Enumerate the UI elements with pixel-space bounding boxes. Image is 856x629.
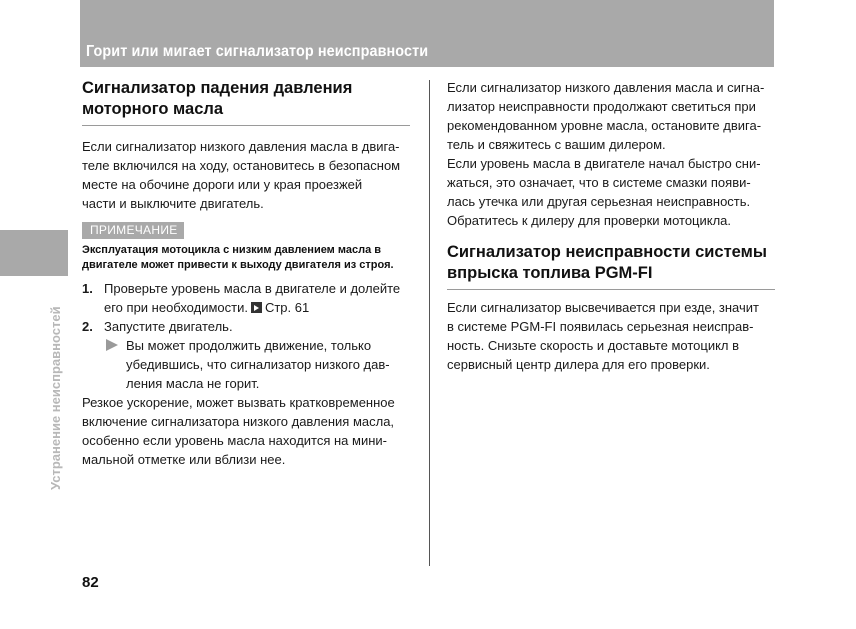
oil-leak-paragraph: Если уровень масла в двигателе начал быстро сни- жаться, это означает, что в системе смазки появи- лась утечка или другая серьезная неисправность. Обратитесь к дилеру для проверки мотоцикла. [447,156,761,228]
column-divider [429,80,430,566]
right-column [447,78,775,374]
note-text: Эксплуатация мотоцикла с низким давлением масла в двигателе может привести к выходу двигателя из строя. [82,244,394,271]
oil-warning-paragraph: Если сигнализатор низкого давления масла и сигна- лизатор неисправности продолжают светиться при рекомендованном уровне масла, остановите двига- тель и свяжитесь с вашим дилером. [447,80,765,152]
page-title: Горит или мигает сигнализатор неисправности [86,43,429,60]
list-item: 1. Проверьте уровень масла в двигателе и долейте его при необходимости. Стр. 61 [82,281,401,315]
oil-pressure-heading: Сигнализатор падения давления моторного масла [82,78,410,126]
sub-step: Вы может продолжить движение, только убедившись, что сигнализатор низкого дав- ления масла не горит. [82,336,410,393]
pgm-fi-heading: Сигнализатор неисправности системы впрыска топлива PGM-FI [447,242,775,290]
page-reference-icon [251,302,262,313]
steps-list [82,279,410,336]
pgm-fi-paragraph: Если сигнализатор высвечивается при езде, значит в системе PGM-FI появилась серьезная неисправ- ность. Снизьте скорость и доставьте мотоцикл в сервисный центр дилера для его проверки. [447,300,759,372]
step-number: 1. [82,281,93,296]
list-item: 2. Запустите двигатель. [82,319,233,334]
note-badge: ПРИМЕЧАНИЕ [82,222,184,239]
oil-pressure-intro: Если сигнализатор низкого давления масла в двига- теле включился на ходу, остановитесь в безопасном месте на обочине дороги или у края проезжей части и выключите двигатель. [82,139,401,211]
arrow-right-icon [106,339,118,351]
step-number: 2. [82,319,93,334]
side-tab-label: Устранение неисправностей [48,306,63,490]
page-reference-link[interactable]: Стр. 61 [264,300,310,315]
header-bar [80,0,774,67]
side-tab [0,230,68,276]
acceleration-paragraph: Резкое ускорение, может вызвать кратковременное включение сигнализатора низкого давления масла, особенно если уровень масла находится на мини- мальной отметке или вблизи нее. [82,395,395,467]
page-number: 82 [82,574,99,591]
left-column [82,78,410,469]
